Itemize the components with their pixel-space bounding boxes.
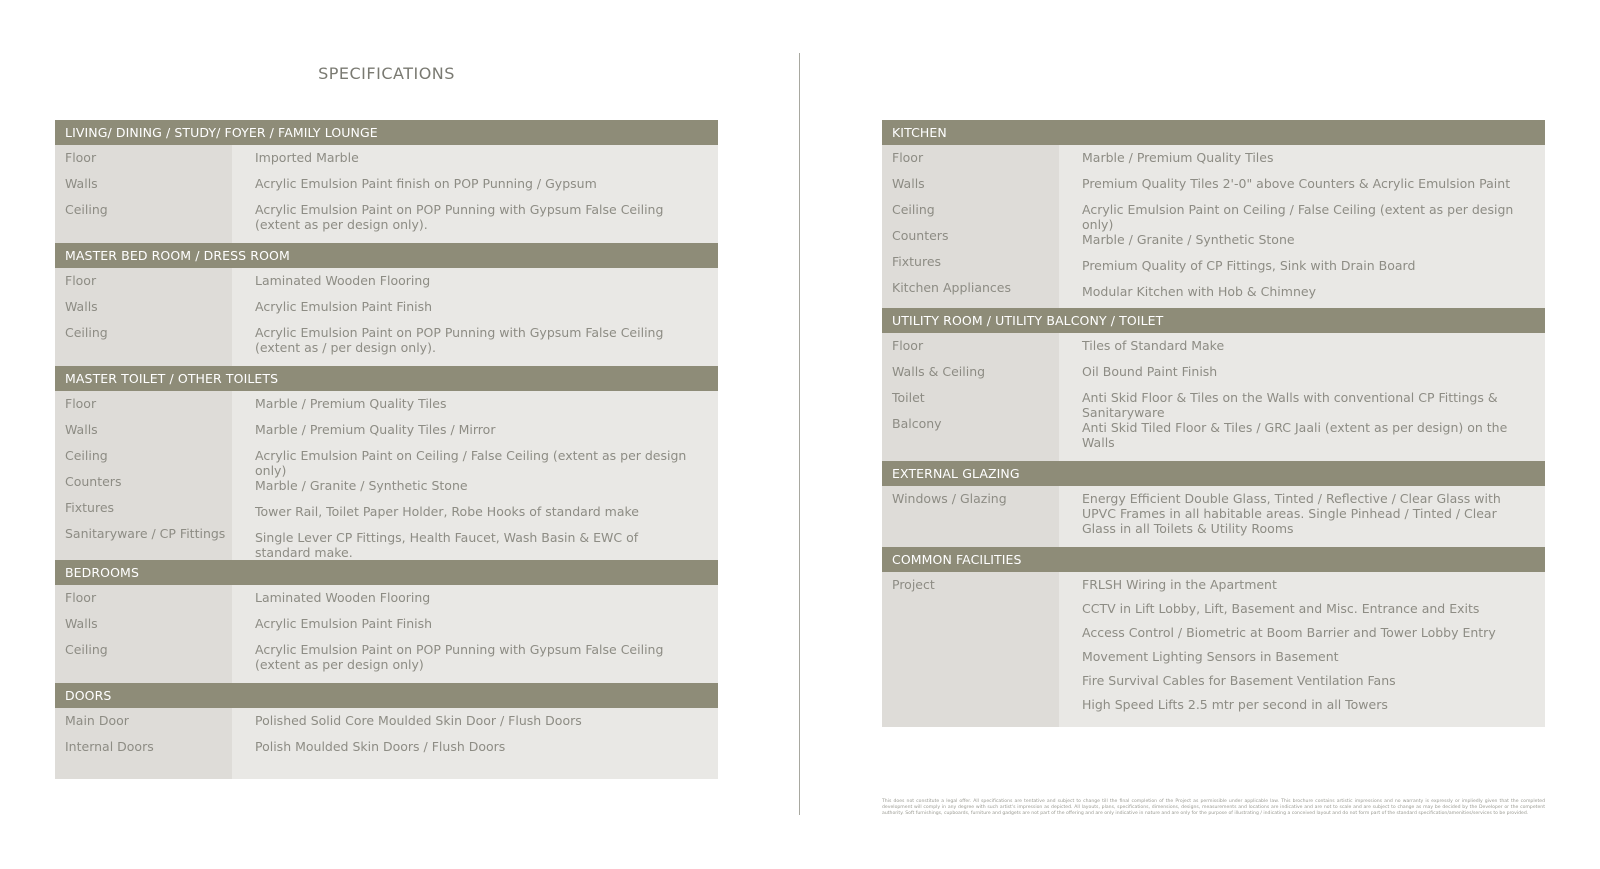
- value-column: [232, 585, 718, 683]
- spec-label: Counters: [892, 228, 949, 243]
- spec-label: Counters: [65, 474, 122, 489]
- spec-label: Walls: [65, 616, 98, 631]
- value-column: [232, 708, 718, 779]
- spec-value: FRLSH Wiring in the Apartment: [1082, 577, 1277, 592]
- spec-label: Ceiling: [892, 202, 935, 217]
- label-column: [882, 572, 1059, 727]
- section-body: [882, 145, 1545, 308]
- spec-value: Polish Moulded Skin Doors / Flush Doors: [255, 739, 506, 754]
- spec-label: Fixtures: [892, 254, 942, 269]
- spec-label: Toilet: [892, 390, 925, 405]
- spec-value: Acrylic Emulsion Paint on POP Punning with Gypsum False Ceiling (extent as / per design only).: [255, 325, 664, 355]
- value-column: [232, 391, 718, 560]
- label-column: [55, 268, 232, 366]
- spec-label: Walls & Ceiling: [892, 364, 986, 379]
- spec-label: Windows / Glazing: [892, 491, 1007, 506]
- section-body: [55, 585, 718, 683]
- label-column: [55, 391, 232, 560]
- value-column: [1059, 572, 1545, 727]
- section-header-doors: DOORS: [55, 683, 718, 708]
- value-column: [1059, 486, 1545, 547]
- label-column: [55, 145, 232, 243]
- spec-label: Floor: [65, 396, 97, 411]
- section-body: [55, 268, 718, 366]
- spec-label: Walls: [65, 422, 98, 437]
- section-body: [882, 486, 1545, 547]
- spec-label: Main Door: [65, 713, 129, 728]
- section-body: [55, 391, 718, 560]
- page-title: SPECIFICATIONS: [318, 64, 455, 83]
- spec-label: Floor: [65, 590, 97, 605]
- value-column: [232, 268, 718, 366]
- spec-value: Acrylic Emulsion Paint finish on POP Punning / Gypsum: [255, 176, 597, 191]
- spec-value: Marble / Premium Quality Tiles: [255, 396, 447, 411]
- spec-label: Floor: [892, 338, 924, 353]
- label-column: [55, 585, 232, 683]
- spec-label: Walls: [892, 176, 925, 191]
- spec-label: Project: [892, 577, 935, 592]
- section-header-kitchen: KITCHEN: [882, 120, 1545, 145]
- spec-value: Marble / Premium Quality Tiles / Mirror: [255, 422, 496, 437]
- label-column: [882, 333, 1059, 461]
- spec-value: High Speed Lifts 2.5 mtr per second in all Towers: [1082, 697, 1388, 712]
- spec-label: Balcony: [892, 416, 942, 431]
- label-column: [882, 486, 1059, 547]
- spec-label: Ceiling: [65, 325, 108, 340]
- spec-value: Marble / Granite / Synthetic Stone: [255, 478, 468, 493]
- section-header-external-glazing: EXTERNAL GLAZING: [882, 461, 1545, 486]
- spec-value: Energy Efficient Double Glass, Tinted / Reflective / Clear Glass with UPVC Frames in all habitable areas. Single Pinhead / Tinted / Clear Glass in all Toilets & Utility Rooms: [1082, 491, 1501, 536]
- label-column: [882, 145, 1059, 308]
- value-column: [232, 145, 718, 243]
- value-column: [1059, 145, 1545, 308]
- section-header-common-facilities: COMMON FACILITIES: [882, 547, 1545, 572]
- spec-value: Acrylic Emulsion Paint on Ceiling / False Ceiling (extent as per design only): [1082, 202, 1514, 232]
- spec-label: Walls: [65, 299, 98, 314]
- spec-value: Modular Kitchen with Hob & Chimney: [1082, 284, 1316, 299]
- spec-value: Laminated Wooden Flooring: [255, 590, 431, 605]
- spec-label: [892, 649, 1059, 673]
- spec-value: Anti Skid Tiled Floor & Tiles / GRC Jaali (extent as per design) on the Walls: [1082, 420, 1508, 450]
- spec-label: Ceiling: [65, 202, 108, 217]
- spec-label: Floor: [65, 273, 97, 288]
- spec-value: Imported Marble: [255, 150, 359, 165]
- section-header-utility-room-utility-balcony-toilet: UTILITY ROOM / UTILITY BALCONY / TOILET: [882, 308, 1545, 333]
- section-body: [882, 333, 1545, 461]
- spec-value: Polished Solid Core Moulded Skin Door / Flush Doors: [255, 713, 582, 728]
- spec-value: Movement Lighting Sensors in Basement: [1082, 649, 1339, 664]
- page-divider: [799, 53, 800, 815]
- spec-label: [892, 673, 1059, 697]
- spec-value: Marble / Granite / Synthetic Stone: [1082, 232, 1295, 247]
- spec-label: Floor: [892, 150, 924, 165]
- spec-value: Tower Rail, Toilet Paper Holder, Robe Hooks of standard make: [255, 504, 639, 519]
- section-header-living-dining-study-foyer-family-lounge: LIVING/ DINING / STUDY/ FOYER / FAMILY LOUNGE: [55, 120, 718, 145]
- spec-value: Marble / Premium Quality Tiles: [1082, 150, 1274, 165]
- spec-label: Internal Doors: [65, 739, 154, 754]
- label-column: [55, 708, 232, 779]
- section-body: [55, 145, 718, 243]
- spec-label: [892, 697, 1059, 721]
- spec-label: Floor: [65, 150, 97, 165]
- spec-value: Premium Quality of CP Fittings, Sink with Drain Board: [1082, 258, 1416, 273]
- section-body: [55, 708, 718, 779]
- spec-label: Ceiling: [65, 642, 108, 657]
- spec-value: Premium Quality Tiles 2'-0" above Counters & Acrylic Emulsion Paint: [1082, 176, 1511, 191]
- spec-value: Tiles of Standard Make: [1082, 338, 1225, 353]
- spec-value: Acrylic Emulsion Paint on Ceiling / False Ceiling (extent as per design only): [255, 448, 687, 478]
- spec-value: CCTV in Lift Lobby, Lift, Basement and Misc. Entrance and Exits: [1082, 601, 1480, 616]
- spec-label: [892, 601, 1059, 625]
- spec-label: Walls: [65, 176, 98, 191]
- spec-value: Acrylic Emulsion Paint on POP Punning with Gypsum False Ceiling (extent as per design only): [255, 642, 664, 672]
- spec-label: [892, 625, 1059, 649]
- section-header-master-toilet-other-toilets: MASTER TOILET / OTHER TOILETS: [55, 366, 718, 391]
- spec-value: Single Lever CP Fittings, Health Faucet, Wash Basin & EWC of standard make.: [255, 530, 639, 560]
- specs-right-column: [882, 120, 1545, 727]
- legal-disclaimer: This does not constitute a legal offer. All specifications are tentative and subject to change till the final completion of the Project as permissible under applicable law. This brochure contains artistic impressions and no warranty is expressly or impliedly given that the completed development will comply in any degree with such artist's impression as depicted. All layouts, plans, specifications, dimensions, designs, measurements and locations are indicative and are not to scale and are subject to change as may be decided by the Developer or the competent authority. Soft furnishings, cupboards, furniture and gadgets are not part of the offering and are only indicative in nature and are only for the purpose of illustrating / indicating a conceived layout and do not form part of the standard specification/amenities/services to be provided.: [882, 799, 1545, 816]
- spec-value: Access Control / Biometric at Boom Barrier and Tower Lobby Entry: [1082, 625, 1496, 640]
- value-column: [1059, 333, 1545, 461]
- spec-label: Sanitaryware / CP Fittings: [65, 526, 226, 541]
- spec-label: Ceiling: [65, 448, 108, 463]
- spec-value: Acrylic Emulsion Paint on POP Punning with Gypsum False Ceiling (extent as per design only).: [255, 202, 664, 232]
- spec-label: Fixtures: [65, 500, 115, 515]
- spec-value: Fire Survival Cables for Basement Ventilation Fans: [1082, 673, 1396, 688]
- spec-label: Kitchen Appliances: [892, 280, 1011, 295]
- section-header-master-bed-room-dress-room: MASTER BED ROOM / DRESS ROOM: [55, 243, 718, 268]
- section-header-bedrooms: BEDROOMS: [55, 560, 718, 585]
- spec-value: Oil Bound Paint Finish: [1082, 364, 1218, 379]
- section-body: [882, 572, 1545, 727]
- spec-value: Laminated Wooden Flooring: [255, 273, 431, 288]
- spec-value: Anti Skid Floor & Tiles on the Walls with conventional CP Fittings & Sanitaryware: [1082, 390, 1498, 420]
- specs-left-column: [55, 120, 718, 779]
- spec-value: Acrylic Emulsion Paint Finish: [255, 616, 433, 631]
- spec-value: Acrylic Emulsion Paint Finish: [255, 299, 433, 314]
